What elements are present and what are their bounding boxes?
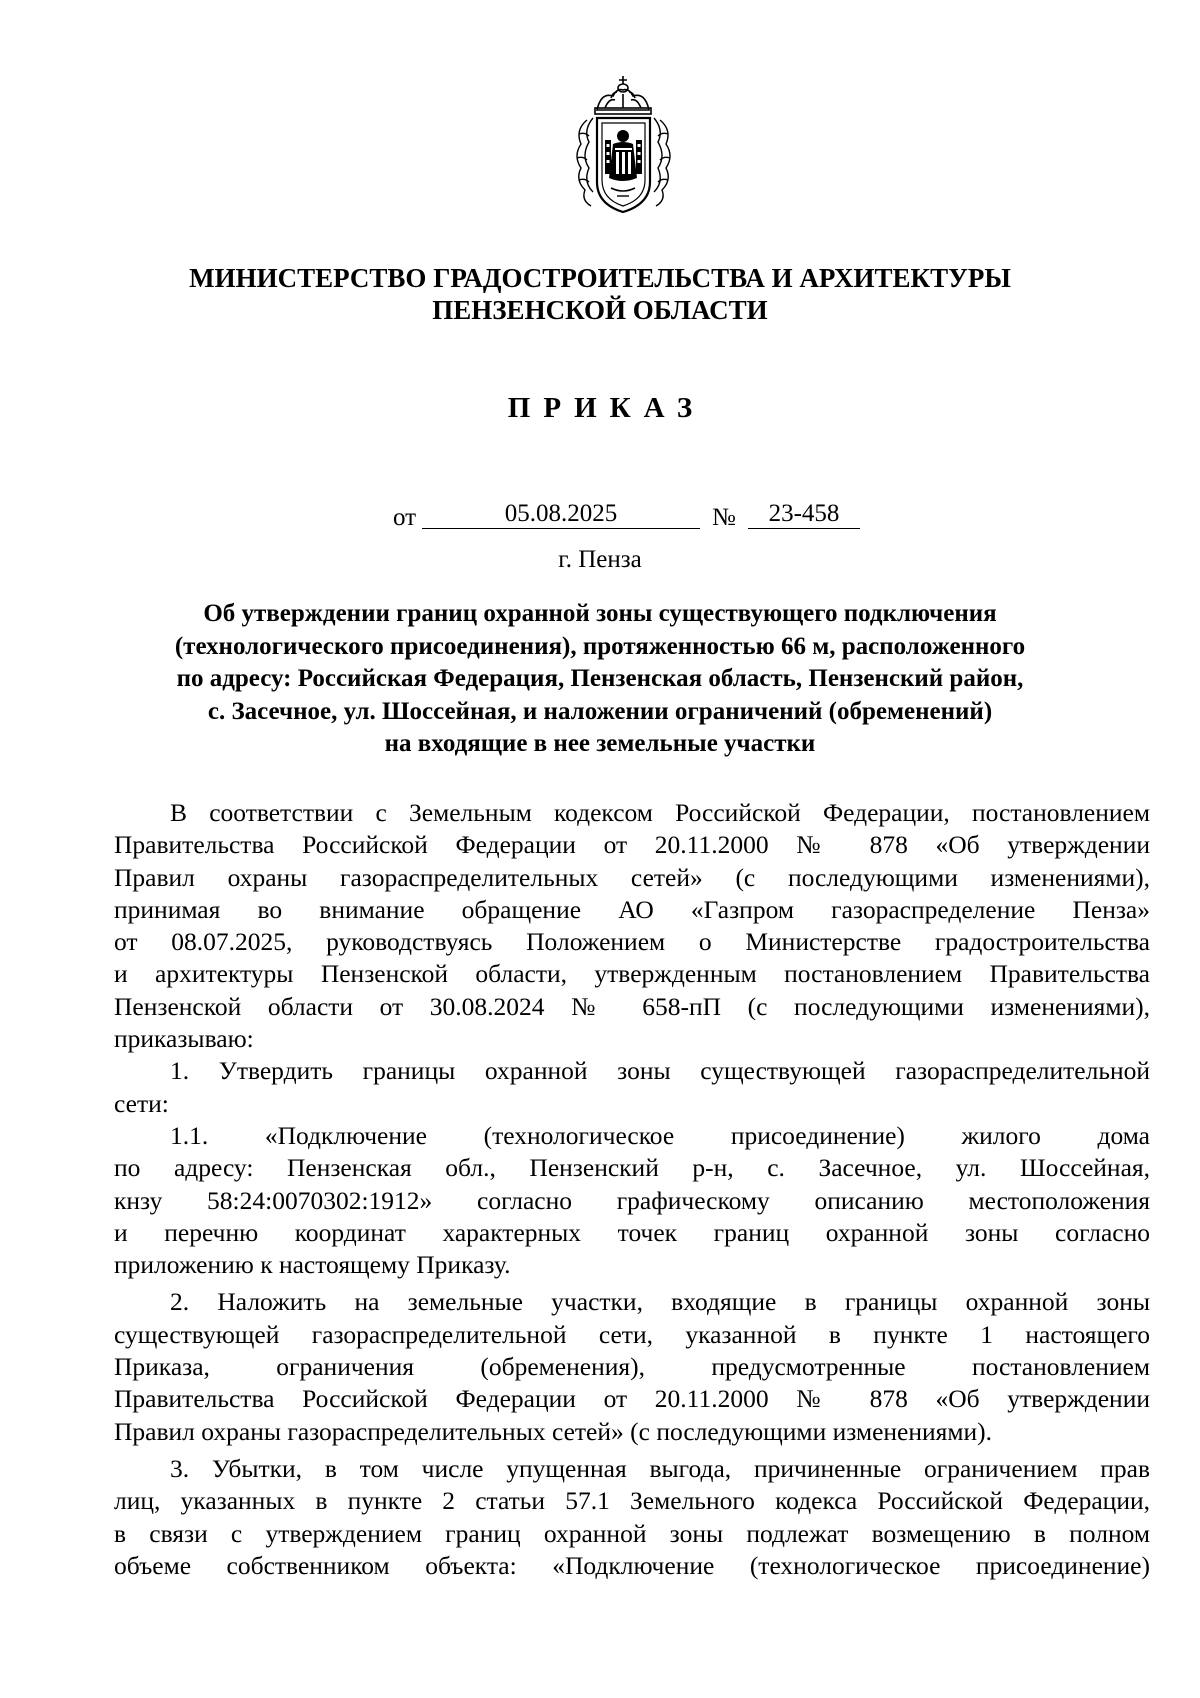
title-line: Об утверждении границ охранной зоны существующего подключения xyxy=(203,600,997,627)
ministry-name-line: МИНИСТЕРСТВО ГРАДОСТРОИТЕЛЬСТВА И АРХИТЕКТУРЫ xyxy=(189,263,1011,293)
document-date: 05.08.2025 xyxy=(422,500,700,529)
text-line: принимая во внимание обращение АО «Газпром газораспределение Пенза» xyxy=(114,894,1150,924)
paragraph-item-1-1 xyxy=(114,1120,1150,1281)
text-line: В соответствии с Земельным кодексом Российской Федерации, постановлением xyxy=(170,798,1150,827)
ministry-name xyxy=(0,262,1200,326)
coat-of-arms-icon xyxy=(567,70,680,220)
title-line: по адресу: Российская Федерация, Пензенская область, Пензенский район, xyxy=(176,665,1024,692)
paragraph-preamble xyxy=(114,797,1150,1055)
document-type: ПРИКАЗ xyxy=(507,392,706,424)
text-line: 1. Утвердить границы охранной зоны существующей газораспределительной xyxy=(170,1056,1150,1086)
text-line: сети: xyxy=(114,1088,169,1118)
text-line: и перечню координат характерных точек границ охранной зоны согласно xyxy=(114,1217,1150,1247)
paragraph-item-3 xyxy=(114,1453,1150,1582)
document-body xyxy=(114,797,1150,1582)
text-line: в связи с утверждением границ охранной зоны подлежат возмещению в полном xyxy=(114,1518,1150,1548)
text-line: Правил охраны газораспределительных сетей» (с последующими изменениями), xyxy=(114,862,1150,892)
text-line: приказываю: xyxy=(114,1024,254,1054)
text-line: лиц, указанных в пункте 2 статьи 57.1 Земельного кодекса Российской Федерации, xyxy=(114,1486,1150,1516)
text-line: Правил охраны газораспределительных сетей» (с последующими изменениями). xyxy=(114,1416,993,1446)
date-prefix: от xyxy=(393,504,417,531)
text-line: Приказа, ограничения (обременения), предусмотренные постановлением xyxy=(114,1352,1150,1382)
number-prefix: № xyxy=(712,504,736,531)
text-line: 2. Наложить на земельные участки, входящие в границы охранной зоны xyxy=(170,1287,1150,1317)
text-line: Пензенской области от 30.08.2024 № 658-пП (с последующими изменениями), xyxy=(114,991,1150,1021)
text-line: объеме собственником объекта: «Подключение (технологическое присоединение) xyxy=(114,1550,1150,1580)
text-line: кнзу 58:24:0070302:1912» согласно графическому описанию местоположения xyxy=(114,1185,1150,1215)
text-line: по адресу: Пензенская обл., Пензенский р-н, с. Засечное, ул. Шоссейная, xyxy=(114,1153,1150,1183)
title-line: на входящие в нее земельные участки xyxy=(384,730,816,757)
paragraph-item-2 xyxy=(114,1286,1150,1447)
text-line: Правительства Российской Федерации от 20.11.2000 № 878 «Об утверждении xyxy=(114,1384,1150,1414)
text-line: существующей газораспределительной сети, указанной в пункте 1 настоящего xyxy=(114,1319,1150,1349)
title-line: с. Засечное, ул. Шоссейная, и наложении ограничений (обременений) xyxy=(207,697,993,725)
document-title xyxy=(112,598,1088,761)
ministry-name-line: ПЕНЗЕНСКОЙ ОБЛАСТИ xyxy=(432,295,768,325)
text-line: от 08.07.2025, руководствуясь Положением о Министерстве градостроительства xyxy=(114,927,1150,957)
text-line: и архитектуры Пензенской области, утвержденным постановлением Правительства xyxy=(114,959,1150,989)
date-number-line xyxy=(0,500,1200,532)
text-line: приложению к настоящему Приказу. xyxy=(114,1250,511,1280)
title-line: (технологического присоединения), протяженностью 66 м, расположенного xyxy=(174,632,1026,660)
document-number: 23-458 xyxy=(748,500,860,529)
text-line: Правительства Российской Федерации от 20.11.2000 № 878 «Об утверждении xyxy=(114,830,1150,860)
text-line: 1.1. «Подключение (технологическое присоединение) жилого дома xyxy=(170,1120,1150,1150)
paragraph-item-1 xyxy=(114,1055,1150,1120)
city: г. Пенза xyxy=(558,546,642,573)
text-line: 3. Убытки, в том числе упущенная выгода, причиненные ограничением прав xyxy=(170,1453,1150,1483)
